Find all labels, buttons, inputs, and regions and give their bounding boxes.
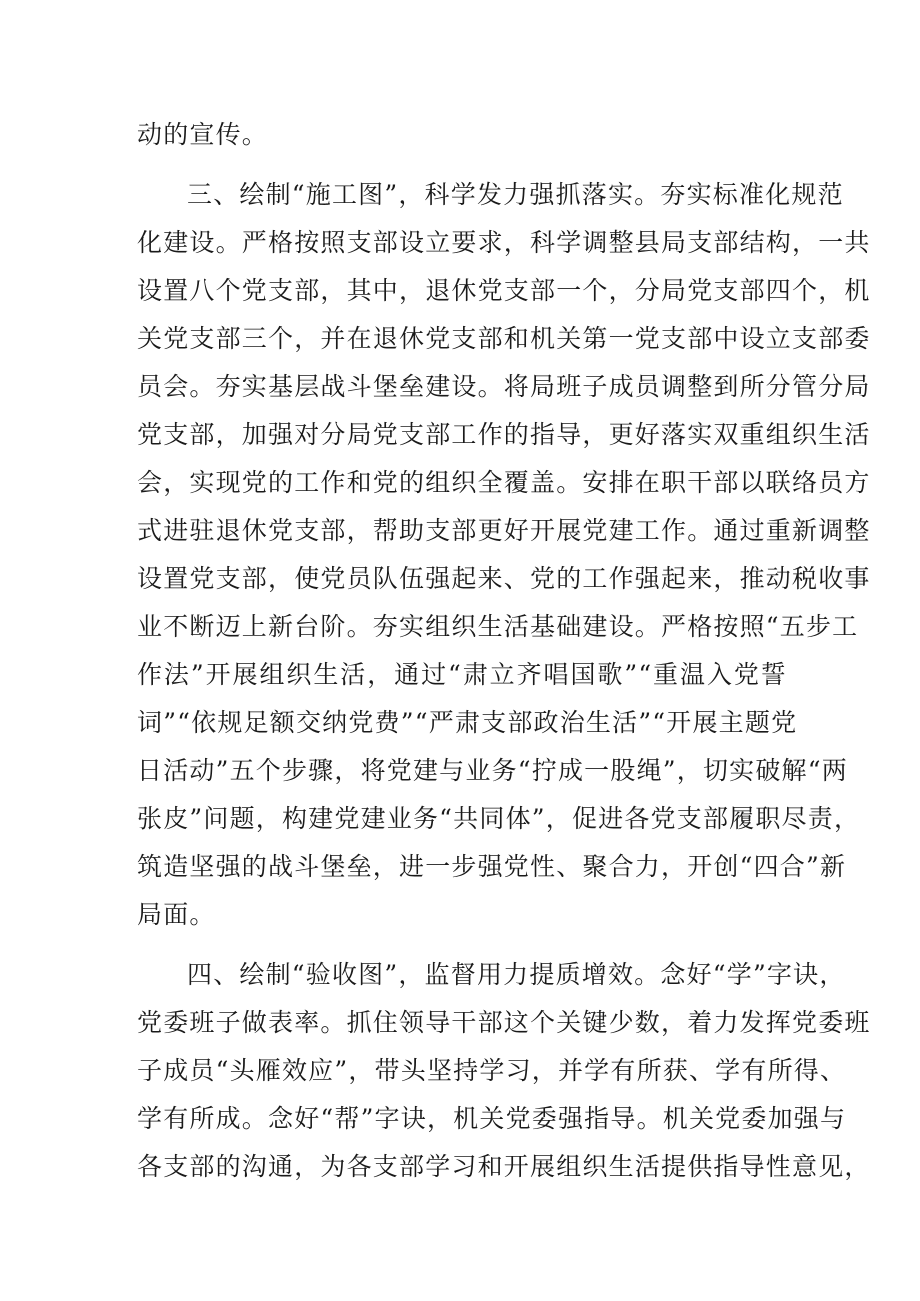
paragraph-gap [137,939,787,951]
text-line: 会，实现党的工作和党的组织全覆盖。安排在职干部以联络员方 [137,468,871,497]
text-line: 学有所成。念好“帮”字诀，机关党委强指导。机关党委加强与 [137,1104,847,1133]
text-line: 党委班子做表率。抓住领导干部这个关键少数，着力发挥党委班 [137,1008,871,1037]
text-line: 子成员“头雁效应”，带头坚持学习，并学有所获、学有所得、 [137,1056,847,1085]
text-line: 局面。 [137,900,216,929]
text-line: 日活动”五个步骤，将党建与业务“拧成一股绳”，切实破解“两 [137,756,848,785]
text-line: 设置八个党支部，其中，退休党支部一个，分局党支部四个，机 [137,276,871,305]
text-line: 筑造坚强的战斗堡垒，进一步强党性、聚合力，开创“四合”新 [137,852,847,881]
text-line: 业不断迈上新台阶。夯实组织生活基础建设。严格按照“五步工 [137,612,859,641]
text-line: 作法”开展组织生活，通过“肃立齐唱国歌”“重温入党誓 [137,660,787,689]
text-line: 党支部，加强对分局党支部工作的指导，更好落实双重组织生活 [137,420,871,449]
document-body [137,111,871,1191]
paragraph-gap [137,159,787,171]
text-line: 员会。夯实基层战斗堡垒建设。将局班子成员调整到所分管分局 [137,372,871,401]
text-line: 动的宣传。 [137,120,269,149]
text-line: 张皮”问题，构建党建业务“共同体”，促进各党支部履职尽责， [137,804,861,833]
paragraph-section-three [137,171,871,939]
text-line: 化建设。严格按照支部设立要求，科学调整县局支部结构，一共 [137,228,871,257]
text-line: 关党支部三个，并在退休党支部和机关第一党支部中设立支部委 [137,324,871,353]
text-line: 式进驻退休党支部，帮助支部更好开展党建工作。通过重新调整 [137,516,871,545]
paragraph-section-four [137,951,871,1191]
text-line: 三、绘制“施工图”，科学发力强抓落实。夯实标准化规范 [187,180,844,209]
text-line: 四、绘制“验收图”，监督用力提质增效。念好“学”字诀， [187,960,846,989]
text-line: 词”“依规足额交纳党费”“严肃支部政治生活”“开展主题党 [137,708,798,737]
paragraph-continuation [137,111,787,159]
text-line: 设置党支部，使党员队伍强起来、党的工作强起来，推动税收事 [137,564,871,593]
text-line: 各支部的沟通，为各支部学习和开展组织生活提供指导性意见， [137,1152,871,1181]
